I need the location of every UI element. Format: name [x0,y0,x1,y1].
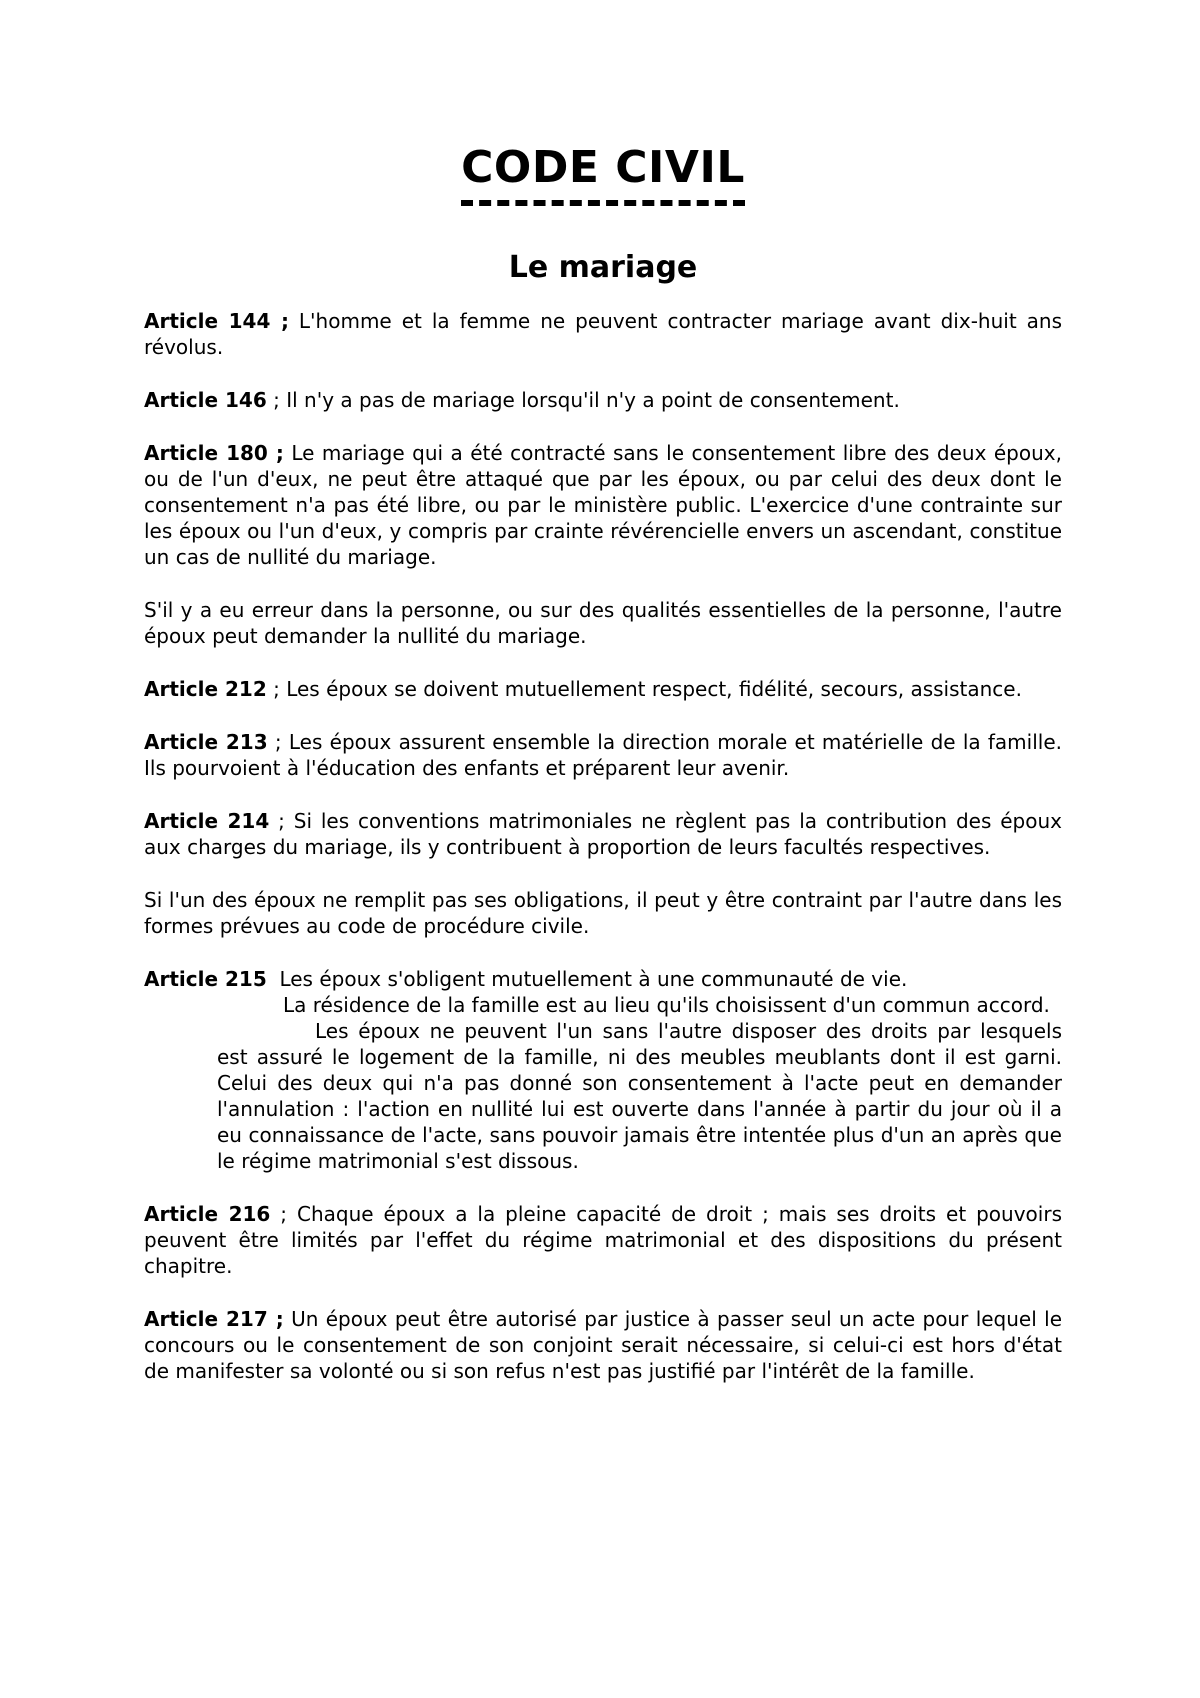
article-label: Article 214 [144,809,270,833]
article-212 [144,676,1062,702]
document-title [144,140,1062,206]
article-215-subparagraph-1: La résidence de la famille est au lieu qu'ils choisissent d'un commun accord. [283,993,1050,1017]
article-214-paragraph-2 [144,887,1062,939]
article-text: ; Les époux se doivent mutuellement respect, fidélité, secours, assistance. [266,677,1022,701]
article-text: S'il y a eu erreur dans la personne, ou sur des qualités essentielles de la personne, l'autre époux peut demander la nullité du mariage. [144,598,1062,648]
article-label: Article 216 [144,1202,271,1226]
article-text: Les époux s'obligent mutuellement à une communauté de vie. [266,967,908,991]
article-text: ; Chaque époux a la pleine capacité de droit ; mais ses droits et pouvoirs peuvent être limités par l'effet du régime matrimonial et des dispositions du présent chapitre. [144,1202,1062,1278]
document-page [144,140,1062,1411]
article-215-intro [144,966,1062,992]
article-180 [144,440,1062,570]
article-text: Si l'un des époux ne remplit pas ses obligations, il peut y être contraint par l'autre dans les formes prévues au code de procédure civile. [144,888,1062,938]
article-214 [144,808,1062,860]
article-text: ; Si les conventions matrimoniales ne règlent pas la contribution des époux aux charges du mariage, ils y contribuent à proportion de leurs facultés respectives. [144,809,1062,859]
article-215-subparagraph-2: Les époux ne peuvent l'un sans l'autre disposer des droits par lesquels est assuré le logement de la famille, ni des meubles meublants dont il est garni. Celui des deux qui n'a pas donné son consentement à l'acte peut en demander l'annulation : l'action en nullité lui est ouverte dans l'année à partir du jour où il a eu connaissance de l'acte, sans pouvoir jamais être intentée plus d'un an après que le régime matrimonial s'est dissous. [217,1019,1062,1173]
article-213 [144,729,1062,781]
article-label: Article 212 [144,677,267,701]
article-label: Article 144 ; [144,309,289,333]
article-text: Un époux peut être autorisé par justice à passer seul un acte pour lequel le concours ou le consentement de son conjoint serait nécessaire, si celui-ci est hors d'état de manifester sa volonté ou si son refus n'est pas justifié par l'intérêt de la famille. [144,1307,1062,1383]
article-label: Article 146 [144,388,267,412]
article-146 [144,387,1062,413]
article-text: Le mariage qui a été contracté sans le consentement libre des deux époux, ou de l'un d'eux, ne peut être attaqué que par les époux, ou par celui des deux dont le consentement n'a pas été libre, ou par le ministère public. L'exercice d'une contrainte sur les époux ou l'un d'eux, y compris par crainte révérencielle envers un ascendant, constitue un cas de nullité du mariage. [144,441,1062,569]
article-216 [144,1201,1062,1279]
article-215 [144,966,1062,1174]
article-label: Article 217 ; [144,1307,284,1331]
article-text: L'homme et la femme ne peuvent contracter mariage avant dix-huit ans révolus. [144,309,1062,359]
article-180-paragraph-2 [144,597,1062,649]
article-label: Article 180 ; [144,441,284,465]
article-217 [144,1306,1062,1384]
article-215-subparagraphs [217,992,1062,1174]
article-text: ; Il n'y a pas de mariage lorsqu'il n'y a point de consentement. [266,388,900,412]
article-144 [144,308,1062,360]
article-label: Article 213 [144,730,268,754]
document-title-text: CODE CIVIL [461,140,745,206]
article-label: Article 215 [144,967,267,991]
document-subtitle: Le mariage [508,250,698,285]
article-text: ; Les époux assurent ensemble la direction morale et matérielle de la famille. Ils pourvoient à l'éducation des enfants et préparent leur avenir. [144,730,1062,780]
